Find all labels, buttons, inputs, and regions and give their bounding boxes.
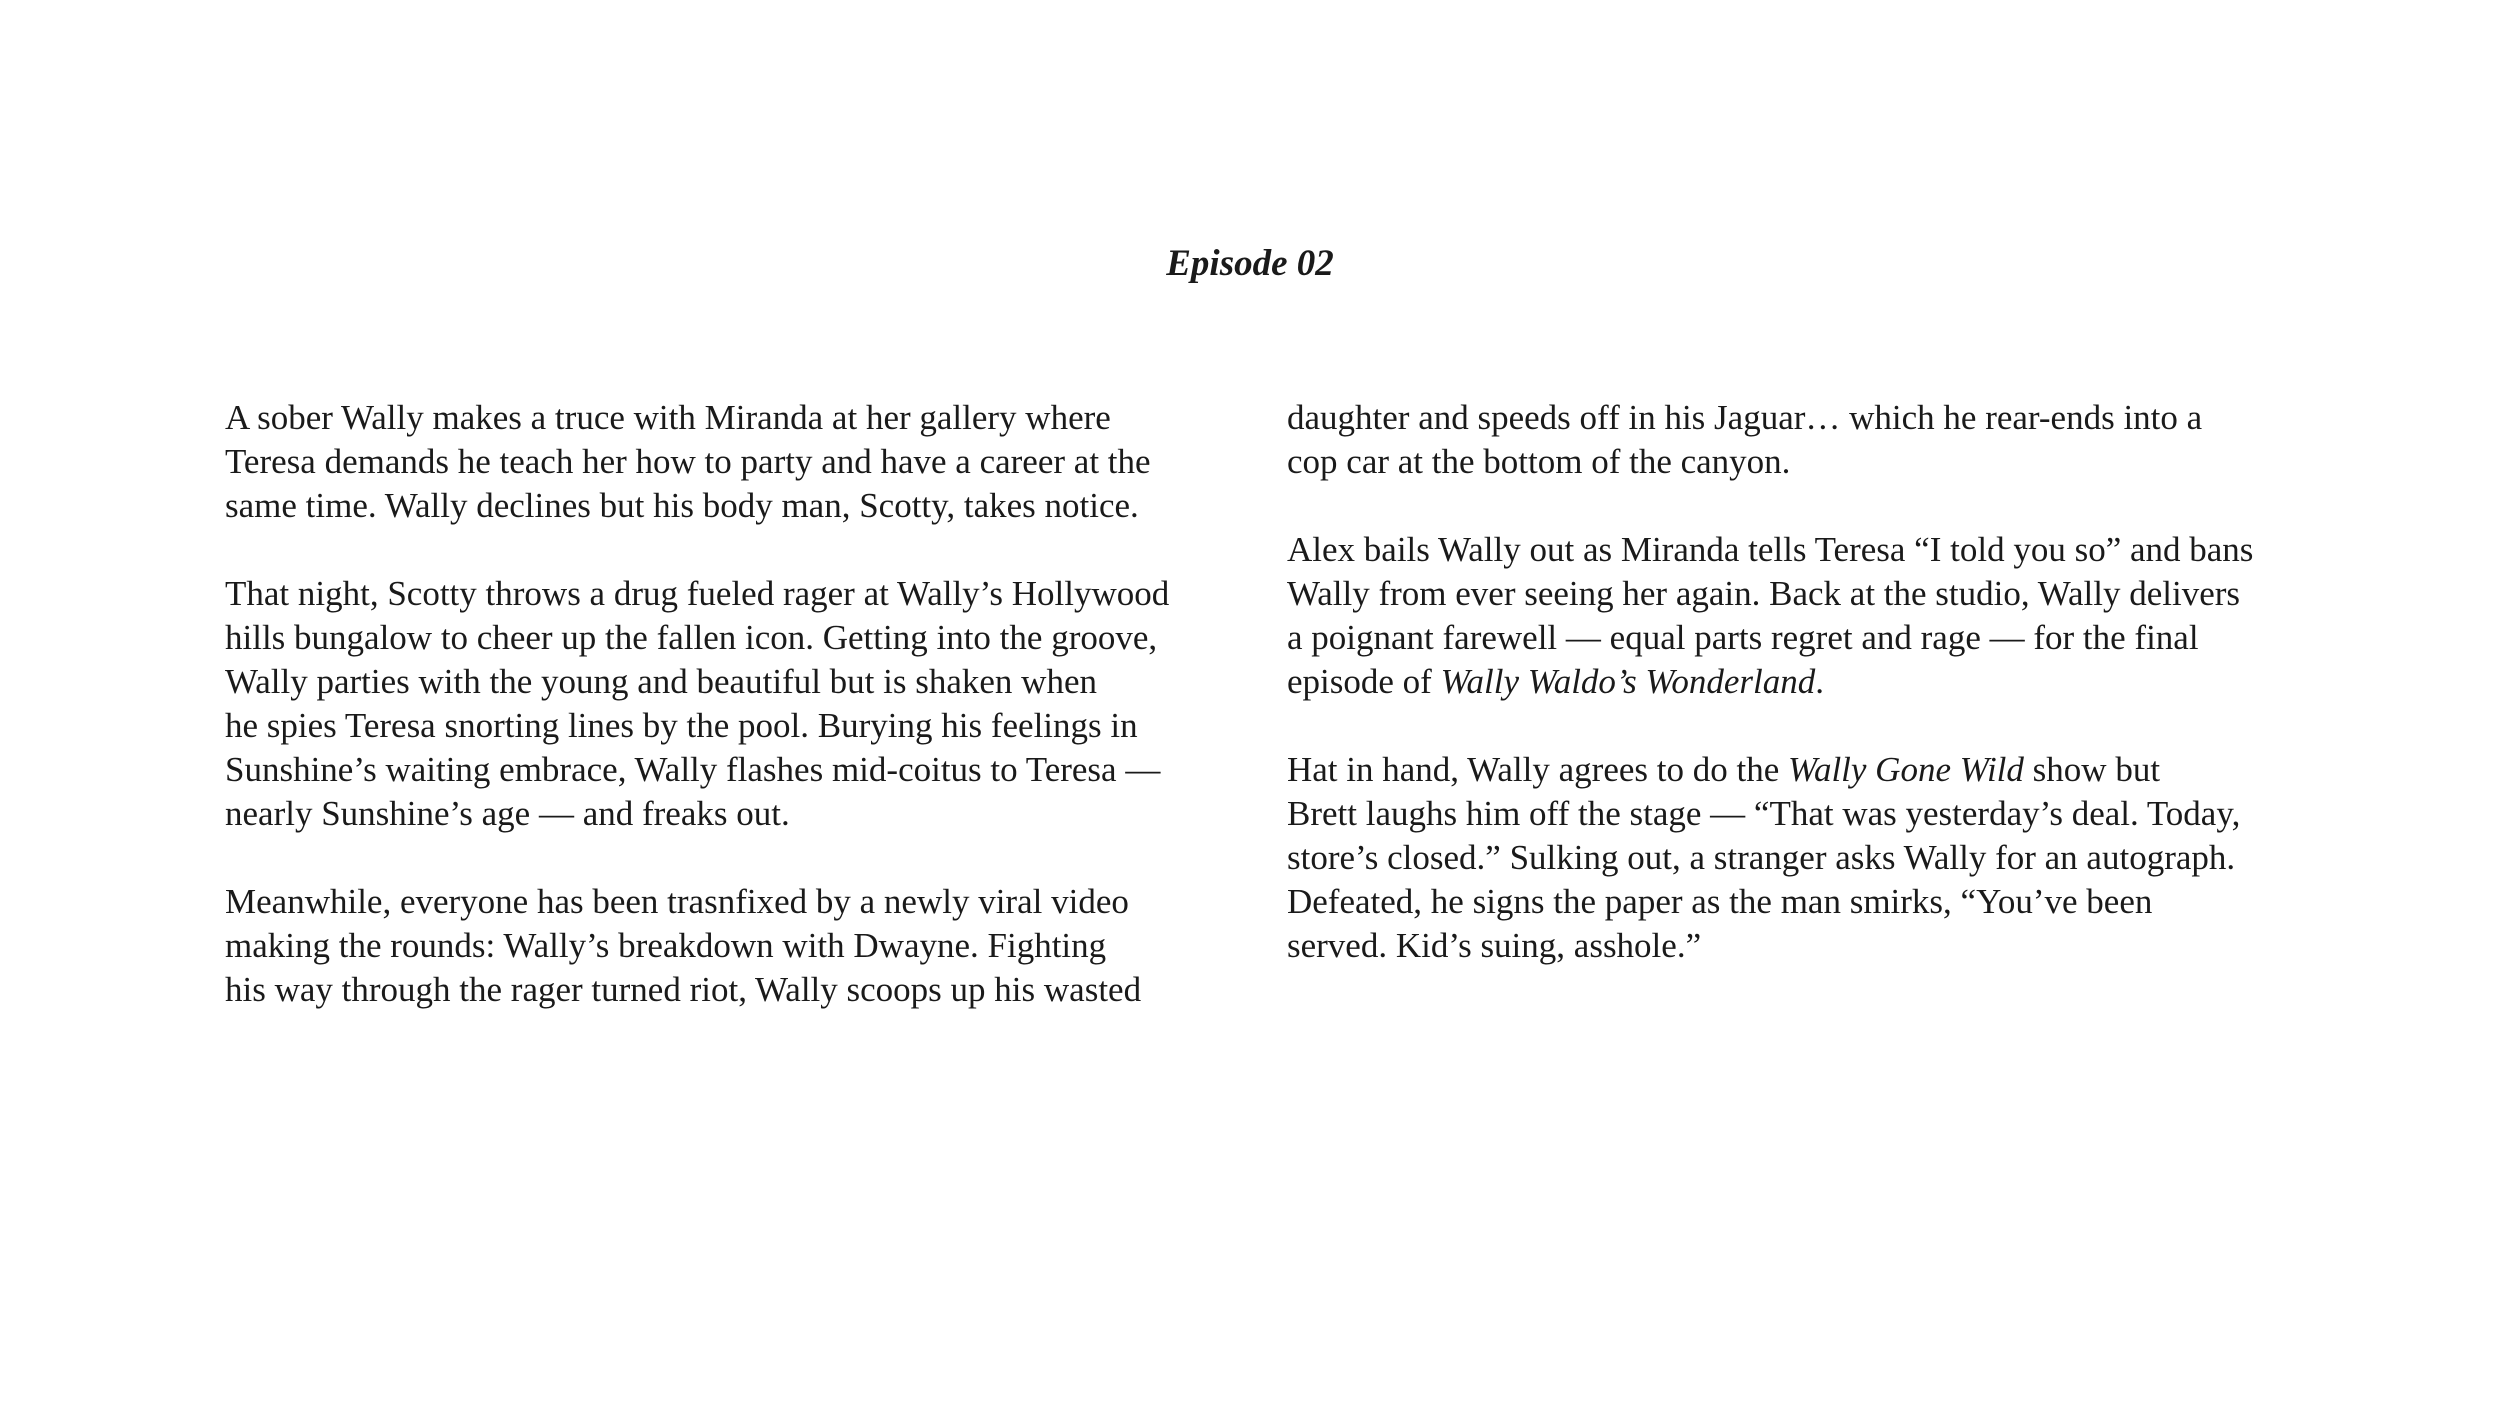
episode-title: Episode 02 [1166, 243, 1334, 284]
text-line: Brett laughs him off the stage — “That was yesterday’s deal. Today, [1287, 794, 2241, 833]
text-line: Wally parties with the young and beautiful but is shaken when [225, 662, 1097, 701]
text-line: a poignant farewell — equal parts regret and rage — for the final [1287, 618, 2199, 657]
text-line: nearly Sunshine’s age — and freaks out. [225, 794, 790, 833]
text-line: store’s closed.” Sulking out, a stranger asks Wally for an autograph. [1287, 838, 2236, 877]
text-line: Sunshine’s waiting embrace, Wally flashes mid-coitus to Teresa — [225, 750, 1161, 789]
text-line: he spies Teresa snorting lines by the pool. Burying his feelings in [225, 706, 1138, 745]
left-column [225, 396, 1225, 1012]
paragraph-jaguar [1287, 396, 2287, 484]
text-line: same time. Wally declines but his body man, Scotty, takes notice. [225, 486, 1139, 525]
text-line: Wally from ever seeing her again. Back at the studio, Wally delivers [1287, 574, 2240, 613]
text-line: cop car at the bottom of the canyon. [1287, 442, 1791, 481]
paragraph-gap [1287, 484, 2287, 528]
text-line: episode of Wally Waldo’s Wonderland. [1287, 662, 1825, 701]
paragraph-rager [225, 572, 1225, 836]
text-line: served. Kid’s suing, asshole.” [1287, 926, 1702, 965]
text-line: Teresa demands he teach her how to party and have a career at the [225, 442, 1151, 481]
paragraph-truce [225, 396, 1225, 528]
right-column [1287, 396, 2287, 968]
text-line: hills bungalow to cheer up the fallen icon. Getting into the groove, [225, 618, 1158, 657]
text-line: A sober Wally makes a truce with Miranda at her gallery where [225, 398, 1111, 437]
paragraph-farewell [1287, 528, 2287, 704]
paragraph-gap [1287, 704, 2287, 748]
paragraph-served [1287, 748, 2287, 968]
text-line: Meanwhile, everyone has been trasnfixed by a newly viral video [225, 882, 1129, 921]
text-line: Alex bails Wally out as Miranda tells Teresa “I told you so” and bans [1287, 530, 2254, 569]
text-line: daughter and speeds off in his Jaguar… which he rear-ends into a [1287, 398, 2203, 437]
show-title-italic: Wally Waldo’s Wonderland [1440, 662, 1816, 701]
paragraph-viral-video [225, 880, 1225, 1012]
show-title-italic: Wally Gone Wild [1788, 750, 2024, 789]
text-line: his way through the rager turned riot, Wally scoops up his wasted [225, 970, 1142, 1009]
text-line: That night, Scotty throws a drug fueled rager at Wally’s Hollywood [225, 574, 1170, 613]
paragraph-gap [225, 836, 1225, 880]
text-line: making the rounds: Wally’s breakdown with Dwayne. Fighting [225, 926, 1107, 965]
paragraph-gap [225, 528, 1225, 572]
text-line: Hat in hand, Wally agrees to do the Wally Gone Wild show but [1287, 750, 2161, 789]
text-line: Defeated, he signs the paper as the man smirks, “You’ve been [1287, 882, 2153, 921]
